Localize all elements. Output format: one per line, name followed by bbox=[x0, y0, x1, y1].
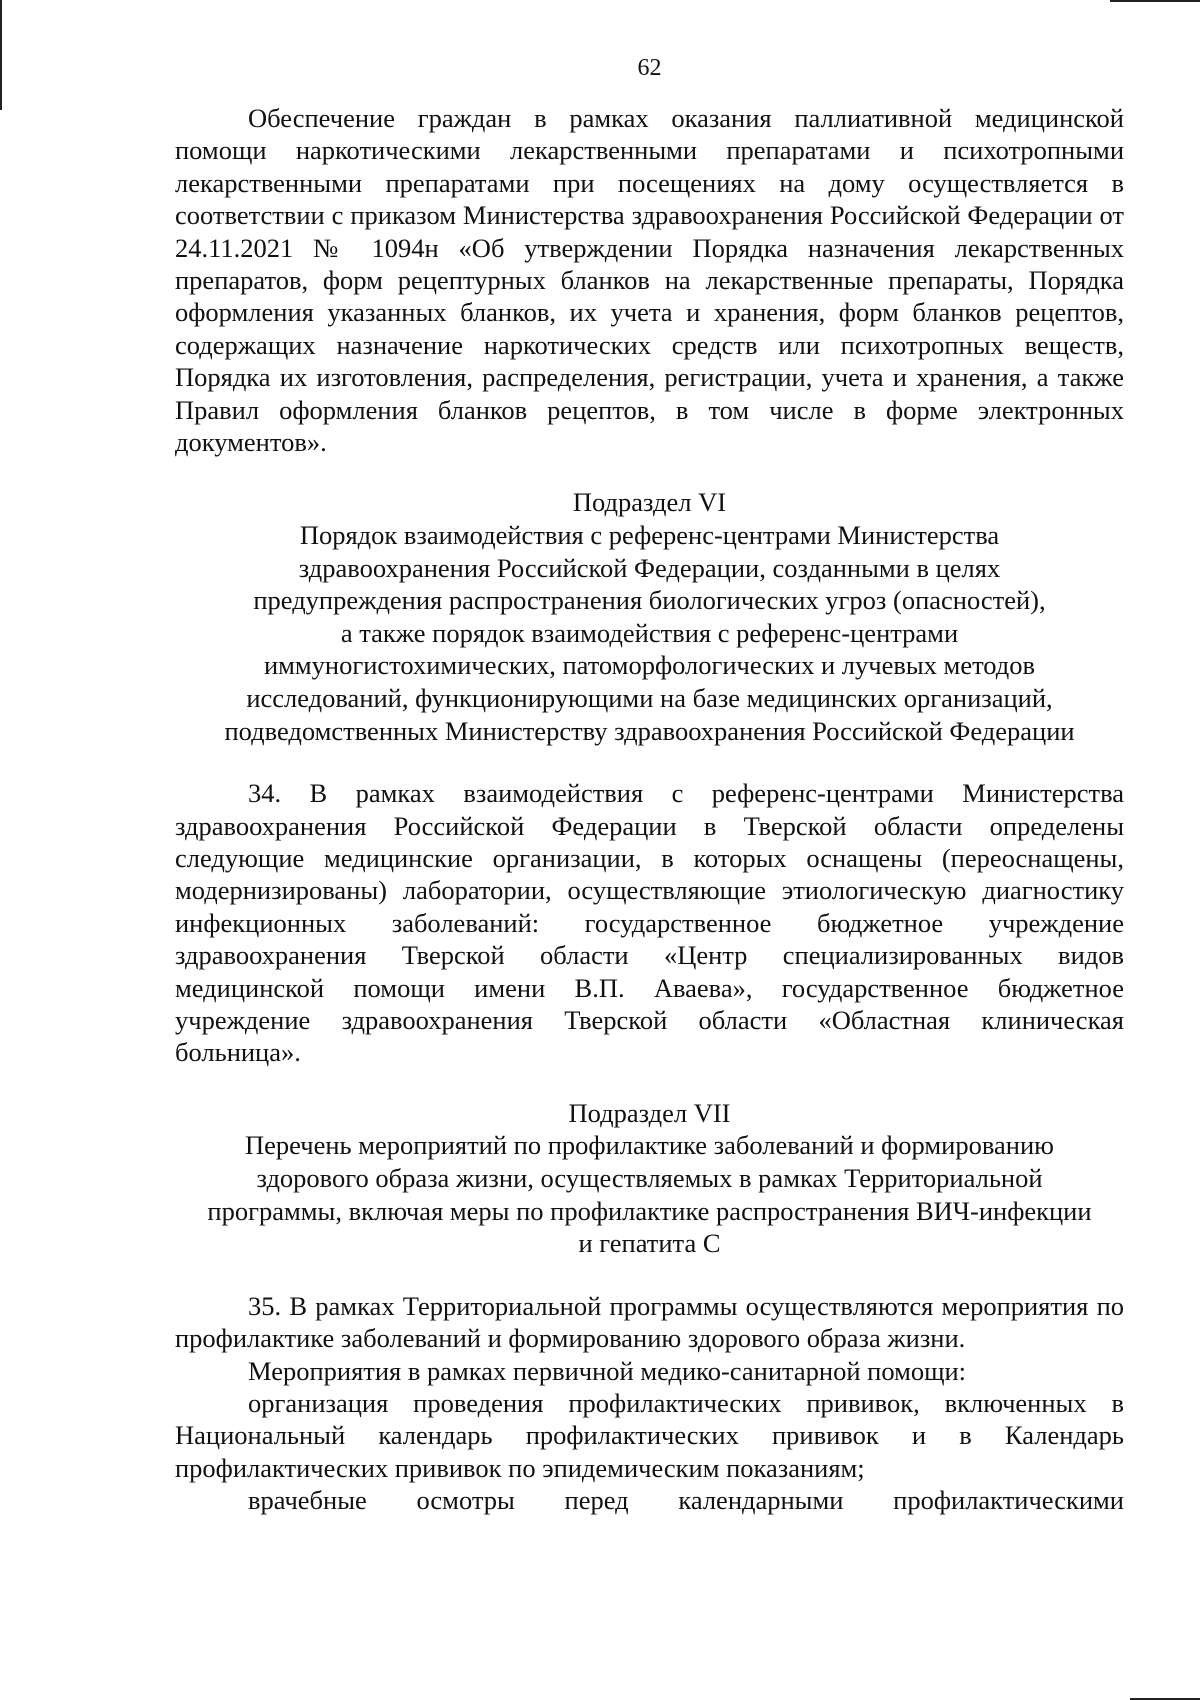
subsection-6-title-line: Порядок взаимодействия с референс-центрами Министерства bbox=[299, 520, 1000, 551]
document-content bbox=[175, 52, 1124, 1517]
subsection-6-title-line: подведомственных Министерству здравоохранения Российской Федерации bbox=[224, 715, 1075, 746]
subsection-7-title-line: здорового образа жизни, осуществляемых в рамках Территориальной bbox=[256, 1163, 1043, 1194]
subsection-6-title-line: а также порядок взаимодействия с референс-центрами bbox=[340, 617, 959, 648]
subsection-7 bbox=[175, 1097, 1124, 1260]
subsection-7-title-line: программы, включая меры по профилактике распространения ВИЧ-инфекции bbox=[207, 1195, 1092, 1226]
paragraph-intro: Обеспечение граждан в рамках оказания паллиативной медицинской помощи наркотическими лекарственными препаратами и психотропными лекарственными препаратами при посещениях на дому осуществляется в соответствии с приказом Министерства здравоохранения Российской Федерации от 24.11.2021 № 1094н «Об утверждении Порядка назначения лекарственных препаратов, форм рецептурных бланков на лекарственные препараты, Порядка оформления указанных бланков, их учета и хранения, форм бланков рецептов, содержащих назначение наркотических средств или психотропных веществ, Порядка их изготовления, распределения, регистрации, учета и хранения, а также Правил оформления бланков рецептов, в том числе в форме электронных документов». bbox=[175, 103, 1124, 458]
subsection-6-label: Подраздел VI bbox=[572, 487, 727, 518]
subsection-7-title-line: Перечень мероприятий по профилактике заболеваний и формированию bbox=[245, 1130, 1054, 1161]
subsection-6-title-line: предупреждения распространения биологических угроз (опасностей), bbox=[253, 585, 1046, 616]
subsection-6-title-line: иммуногистохимических, патоморфологических и лучевых методов bbox=[263, 650, 1036, 681]
subsection-6-title-line: здравоохранения Российской Федерации, созданными в целях bbox=[298, 552, 1001, 583]
page-number: 62 bbox=[637, 55, 662, 81]
paragraph-exams: врачебные осмотры перед календарными профилактическими bbox=[248, 1485, 1124, 1516]
subsection-6 bbox=[175, 486, 1124, 747]
subsection-7-label: Подраздел VII bbox=[568, 1097, 731, 1128]
paragraph-35: 35. В рамках Территориальной программы осуществляются мероприятия по профилактике заболеваний и формированию здорового образа жизни. bbox=[175, 1290, 1124, 1354]
scan-edge-left-mark bbox=[0, 0, 2, 110]
paragraph-34: 34. В рамках взаимодействия с референс-центрами Министерства здравоохранения Российской Федерации в Тверской области определены следующие медицинские организации, в которых оснащены (переоснащены, модернизированы) лаборатории, осуществляющие этиологическую диагностику инфекционных заболеваний: государственное бюджетное учреждение здравоохранения Тверской области «Центр специализированных видов медицинской помощи имени В.П. Аваева», государственное бюджетное учреждение здравоохранения Тверской области «Областная клиническая больница». bbox=[175, 778, 1124, 1068]
subsection-7-title-line: и гепатита С bbox=[578, 1228, 721, 1259]
paragraph-vaccination: организация проведения профилактических прививок, включенных в Национальный календарь профилактических прививок и в Календарь профилактических прививок по эпидемическим показаниям; bbox=[175, 1388, 1124, 1483]
paragraph-primary-care: Мероприятия в рамках первичной медико-санитарной помощи: bbox=[248, 1355, 967, 1386]
subsection-6-title-line: исследований, функционирующими на базе медицинских организаций, bbox=[246, 683, 1053, 714]
scan-edge-top-right-mark bbox=[1110, 0, 1200, 2]
